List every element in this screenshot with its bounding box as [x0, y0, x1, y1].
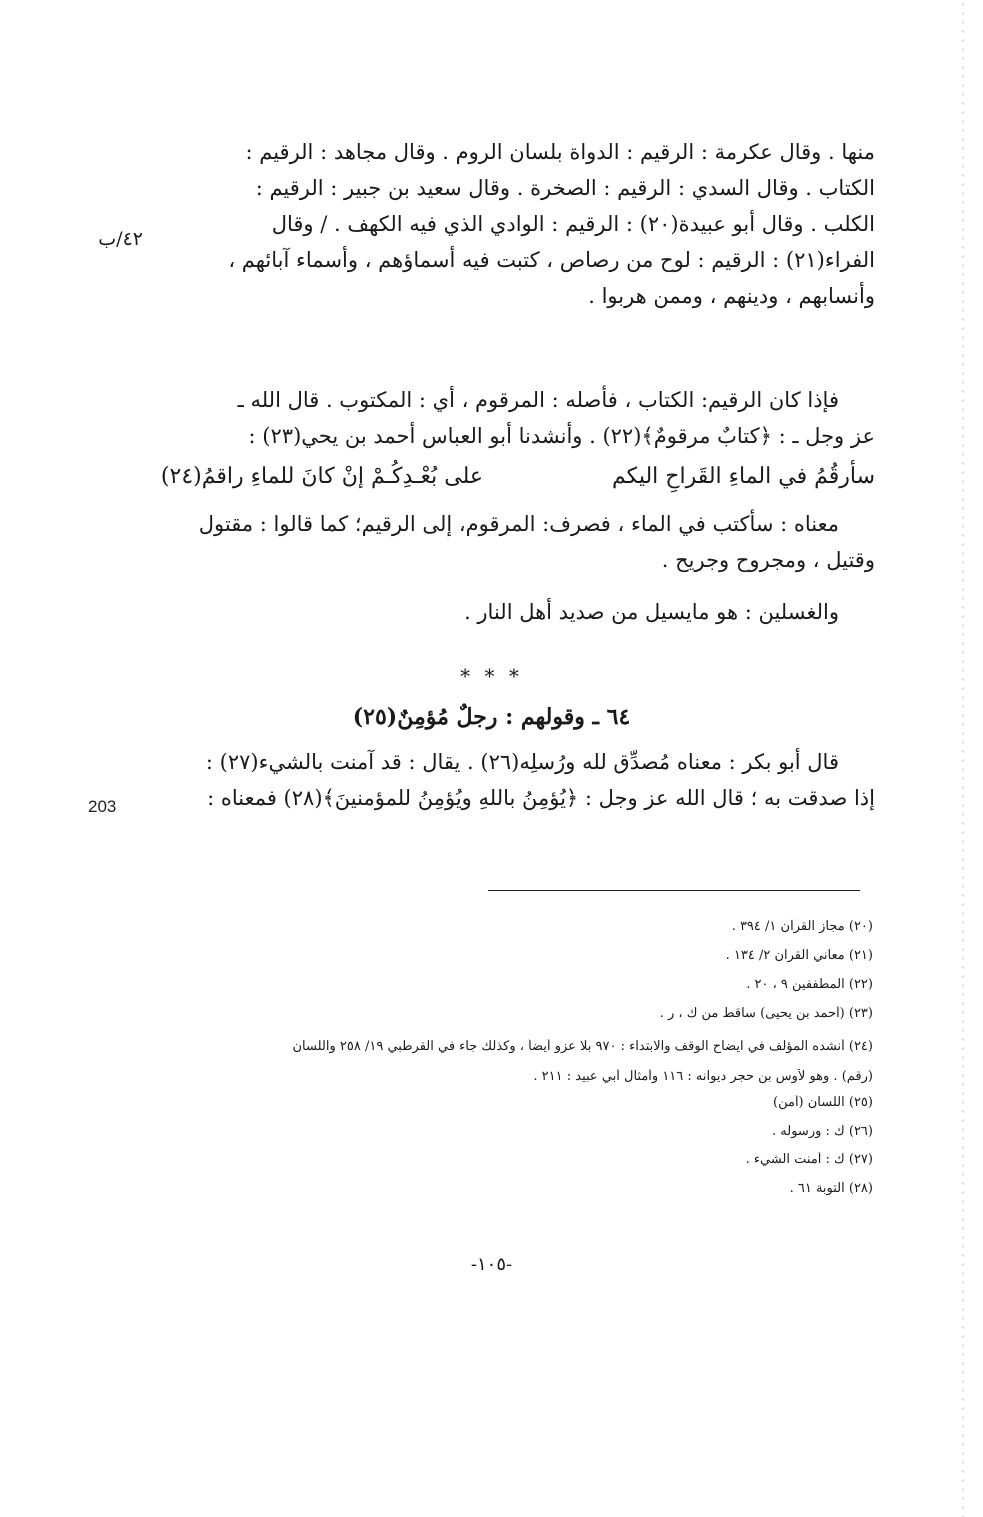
section-heading: ٦٤ ـ وقولهم : رجلٌ مُؤمِنٌ(٢٥) [352, 704, 631, 730]
text-line: منها . وقال عكرمة : الرقيم : الدواة بلسان الروم . وقال مجاهد : الرقيم : [245, 140, 875, 164]
footnote: (٢٤) أنشده المؤلف في ايضاح الوقف والابتداء : ٩٧٠ بلا عزو أيضاً ، وكذلك جاء في القرطبي ١٩/ ٢٥٨ واللسان [292, 1039, 873, 1054]
paragraph-3 [183, 508, 875, 580]
footnote: (٢١) معاني القرآن ٢/ ١٣٤ . [725, 948, 873, 963]
page-number-arabic: -١٠٥- [470, 1254, 513, 1275]
footnote: (رقم) . وهو لأوس بن حجر ديوانه : ١١٦ وأمثال أبي عبيد : ٢١١ . [533, 1069, 873, 1084]
text-line: الكلب . وقال أبو عبيدة(٢٠) : الرقيم : الوادي الذي فيه الكهف . / وقال [271, 212, 875, 236]
footnote-divider [488, 890, 860, 891]
footnote: (٢٥) اللسان (أمن) [773, 1095, 873, 1110]
poetry-verse [160, 464, 875, 502]
scan-edge-dots [961, 0, 965, 1517]
section-separator: * * * [460, 664, 523, 688]
footnote: (٢٧) ك : أمنت الشيء . [745, 1152, 873, 1167]
text-line: إذا صدقت به ؛ قال الله عز وجل : ﴿يُؤمِنُ باللهِ ويُؤمِنُ للمؤمنينَ﴾(٢٨) فمعناه : [207, 786, 875, 810]
footnote: (٢٣) (أحمد بن يحيى) ساقط من ك ، ر . [659, 1006, 873, 1021]
text-line: وأنسابهم ، ودينهم ، وممن هربوا . [588, 284, 875, 308]
verse-hemistich-second: على بُعْـدِكُـمْ إنْ كانَ للماءِ راقمُ(٢٤) [160, 464, 483, 489]
footnote: (٢٨) التوبة ٦١ . [789, 1181, 873, 1196]
text-line: وقتيل ، ومجروح وجريح . [661, 548, 875, 572]
manuscript-folio-note: ٤٢/ب [98, 228, 143, 250]
footnote: (٢٢) المطففين ٩ ، ٢٠ . [746, 977, 873, 992]
text-line: قال أبو بكر : معناه مُصدِّق لله ورُسلِه(٢٦) . يقال : قد آمنت بالشيء(٢٧) : [205, 750, 839, 774]
verse-hemistich-first: سأرقُمُ في الماءِ القَراحِ اليكم [612, 464, 875, 489]
footnote: (٢٠) مجاز القرآن ١/ ٣٩٤ . [731, 919, 873, 934]
paragraph-2 [183, 384, 875, 456]
text-line: الفراء(٢١) : الرقيم : لوح من رصاص ، كتبت فيه أسماؤهم ، وأسماء آبائهم ، [228, 248, 875, 272]
footnote: (٢٦) ك : ورسوله . [772, 1124, 873, 1139]
text-line: معناه : سأكتب في الماء ، فصرف: المرقوم، إلى الرقيم؛ كما قالوا : مقتول [198, 512, 839, 536]
text-line: الكتاب . وقال السدي : الرقيم : الصخرة . وقال سعيد بن جبير : الرقيم : [255, 176, 875, 200]
text-line: والغسلين : هو مايسيل من صديد أهل النار . [464, 600, 839, 624]
paragraph-1 [183, 136, 875, 316]
paragraph-4 [183, 596, 875, 632]
paragraph-5 [183, 746, 875, 818]
text-line: عز وجل ـ : ﴿كتابٌ مرقومٌ﴾(٢٢) . وأنشدنا أبو العباس أحمد بن يحي(٢٣) : [248, 424, 875, 448]
text-line: فإذا كان الرقيم: الكتاب ، فأصله : المرقوم ، أي : المكتوب . قال الله ـ [237, 388, 839, 412]
page-number-latin: 203 [88, 797, 117, 816]
